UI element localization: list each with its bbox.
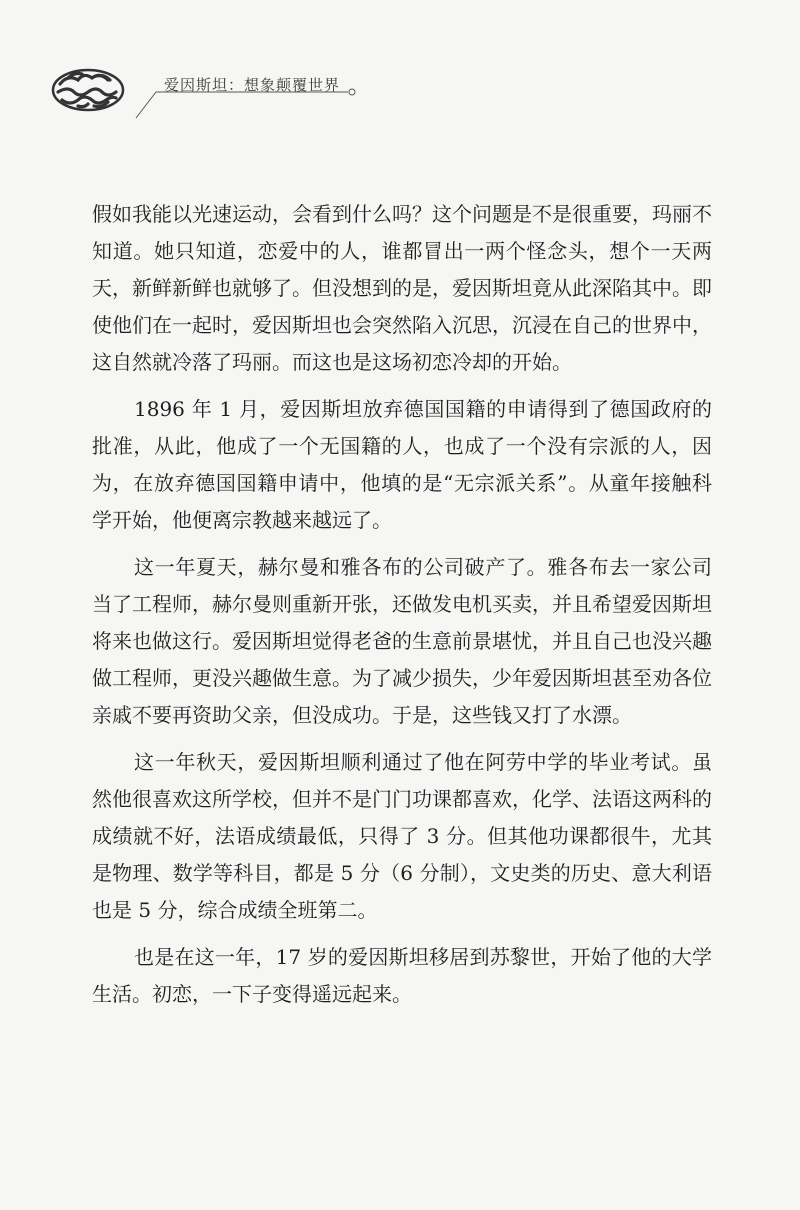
paragraph-3: 这一年夏天，赫尔曼和雅各布的公司破产了。雅各布去一家公司当了工程师，赫尔曼则重新开张，还做发电机买卖，并且希望爱因斯坦将来也做这行。爱因斯坦觉得老爸的生意前景堪忧，并且自己也没兴趣做工程师，更没兴趣做生意。为了减少损失，少年爱因斯坦甚至劝各位亲戚不要再资助父亲，但没成功。于是，这些钱又打了水漂。 xyxy=(92,555,712,727)
paragraph-5: 也是在这一年，17 岁的爱因斯坦移居到苏黎世，开始了他的大学生活。初恋，一下子变得遥远起来。 xyxy=(92,945,712,1006)
paragraph-1: 假如我能以光速运动，会看到什么吗？这个问题是不是很重要，玛丽不知道。她只知道，恋爱中的人，谁都冒出一两个怪念头，想个一天两天，新鲜新鲜也就够了。但没想到的是，爱因斯坦竟从此深陷其中。即使他们在一起时，爱因斯坦也会突然陷入沉思，沉浸在自己的世界中，这自然就冷落了玛丽。而这也是这场初恋冷却的开始。 xyxy=(92,202,712,374)
paragraph-4: 这一年秋天，爱因斯坦顺利通过了他在阿劳中学的毕业考试。虽然他很喜欢这所学校，但并不是门门功课都喜欢，化学、法语这两科的成绩就不好，法语成绩最低，只得了 3 分。但其他功课都很牛，尤其是物理、数学等科目，都是 5 分（6 分制），文史类的历史、意大利语也是 5 分，综合成绩全班第二。 xyxy=(92,750,712,922)
page-body xyxy=(92,196,712,1023)
paragraph-2: 1896 年 1 月，爱因斯坦放弃德国国籍的申请得到了德国政府的批准，从此，他成了一个无国籍的人，也成了一个没有宗派的人，因为，在放弃德国国籍申请中，他填的是“无宗派关系”。从童年接触科学开始，他便离宗教越来越远了。 xyxy=(92,397,712,532)
running-header xyxy=(48,62,368,124)
header-title: 爱因斯坦：想象颠覆世界 xyxy=(164,76,341,94)
